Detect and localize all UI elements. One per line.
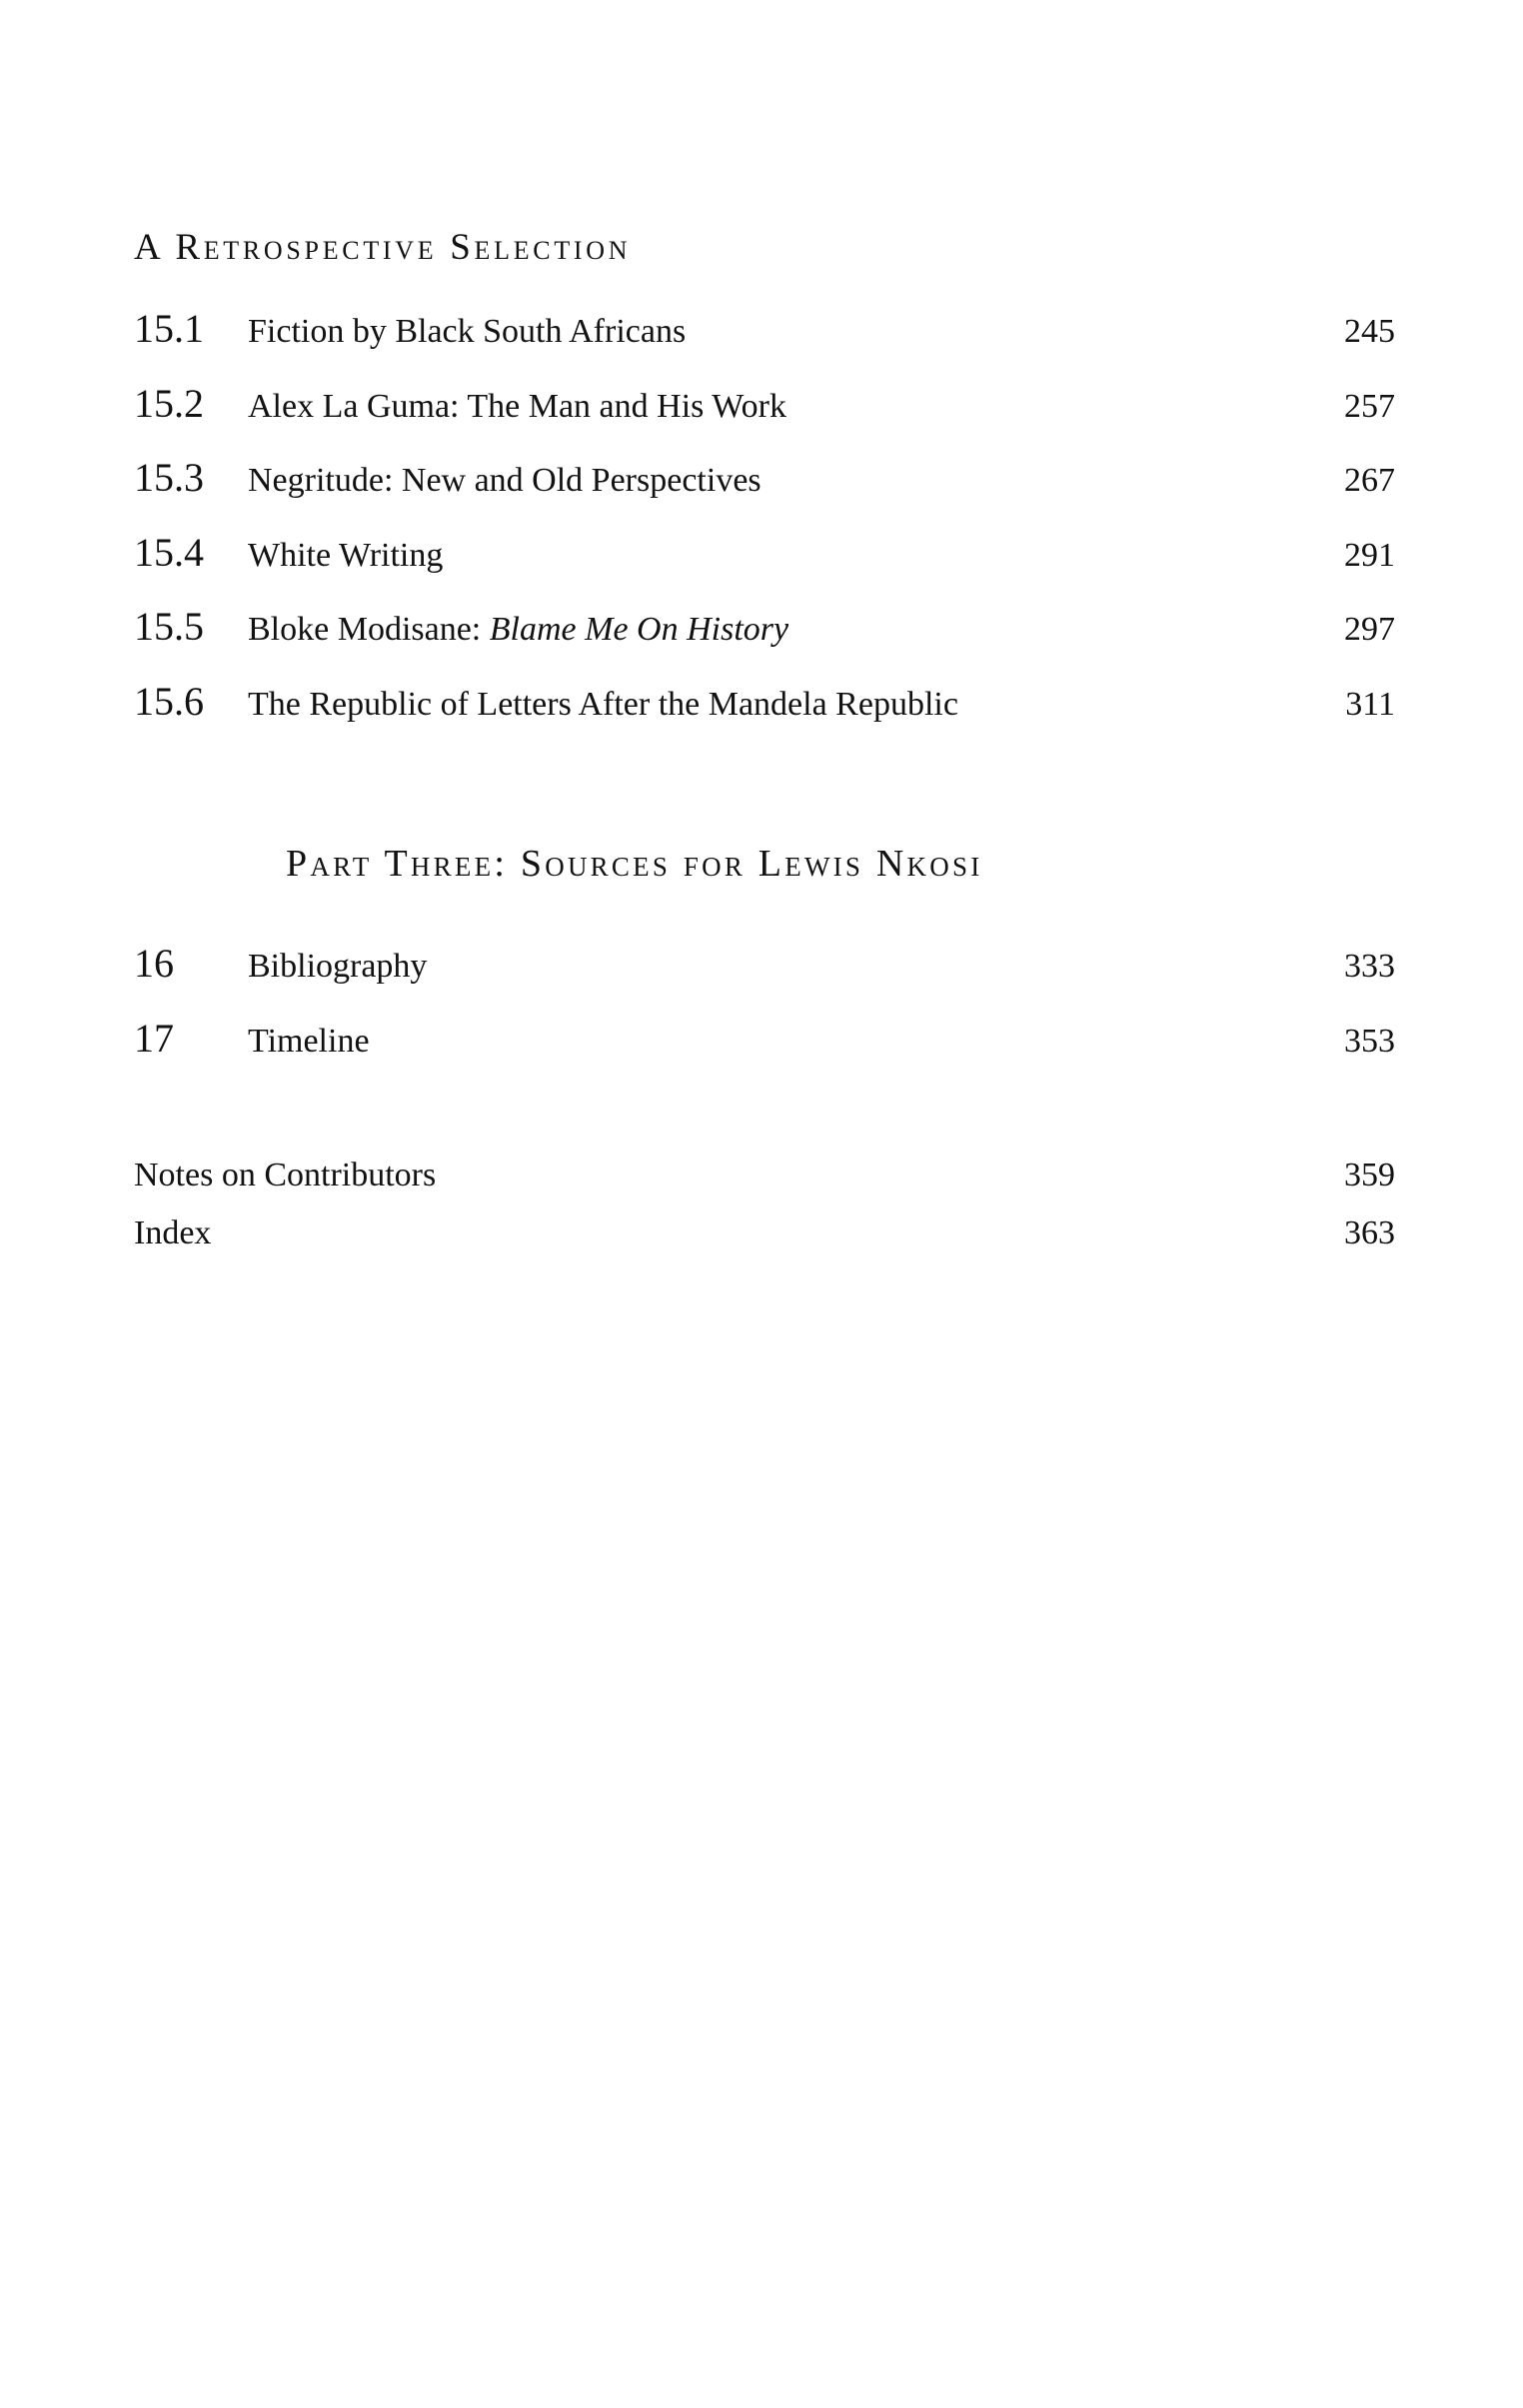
chapter-title: Negritude: New and Old Perspectives [248, 462, 762, 499]
page-number: 353 [1344, 1022, 1395, 1060]
chapter-title: White Writing [248, 536, 444, 574]
back-matter-title: Notes on Contributors [134, 1157, 437, 1194]
toc-row [134, 531, 1395, 578]
chapter-title: Alex La Guma: The Man and His Work [248, 387, 786, 425]
toc-row [134, 307, 1395, 354]
chapter-title [248, 609, 1344, 652]
page-number: 245 [1344, 313, 1395, 350]
toc-row [134, 605, 1395, 652]
chapter-number: 15.4 [134, 529, 204, 575]
toc-row [134, 680, 1395, 727]
chapter-number: 15.3 [134, 455, 204, 500]
back-matter-row [134, 1155, 1395, 1198]
chapter-number: 15.5 [134, 604, 204, 649]
chapter-title-italic: Blame Me On History [489, 611, 789, 648]
back-matter [134, 1155, 1395, 1254]
chapter-title-plain: Bloke Modisane: [248, 611, 490, 648]
chapter-number: 15.1 [134, 306, 204, 351]
toc-row [134, 456, 1395, 503]
part-heading: Part Three: Sources for Lewis Nkosi [286, 843, 983, 885]
page-number: 363 [1344, 1213, 1395, 1251]
toc-content [134, 226, 1395, 1269]
toc-row [134, 942, 1395, 989]
page-number: 257 [1344, 387, 1395, 425]
chapter-title: The Republic of Letters After the Mandela Republic [248, 685, 958, 723]
page-number: 359 [1344, 1157, 1395, 1194]
page-number: 333 [1344, 948, 1395, 985]
chapter-number: 17 [134, 1015, 174, 1061]
toc-row [134, 382, 1395, 429]
chapter-number: 15.2 [134, 380, 204, 426]
page-number: 297 [1344, 611, 1395, 648]
back-matter-title: Index [134, 1213, 212, 1251]
back-matter-row [134, 1212, 1395, 1255]
chapter-title: Bibliography [248, 948, 428, 985]
page-number: 311 [1345, 685, 1395, 723]
toc-row [134, 1017, 1395, 1064]
chapter-number: 15.6 [134, 678, 204, 724]
chapter-title: Timeline [248, 1022, 370, 1060]
chapter-title: Fiction by Black South Africans [248, 313, 687, 350]
page-number: 291 [1344, 536, 1395, 574]
chapter-number: 16 [134, 941, 174, 986]
page-number: 267 [1344, 462, 1395, 499]
section-heading: A Retrospective Selection [134, 227, 632, 268]
